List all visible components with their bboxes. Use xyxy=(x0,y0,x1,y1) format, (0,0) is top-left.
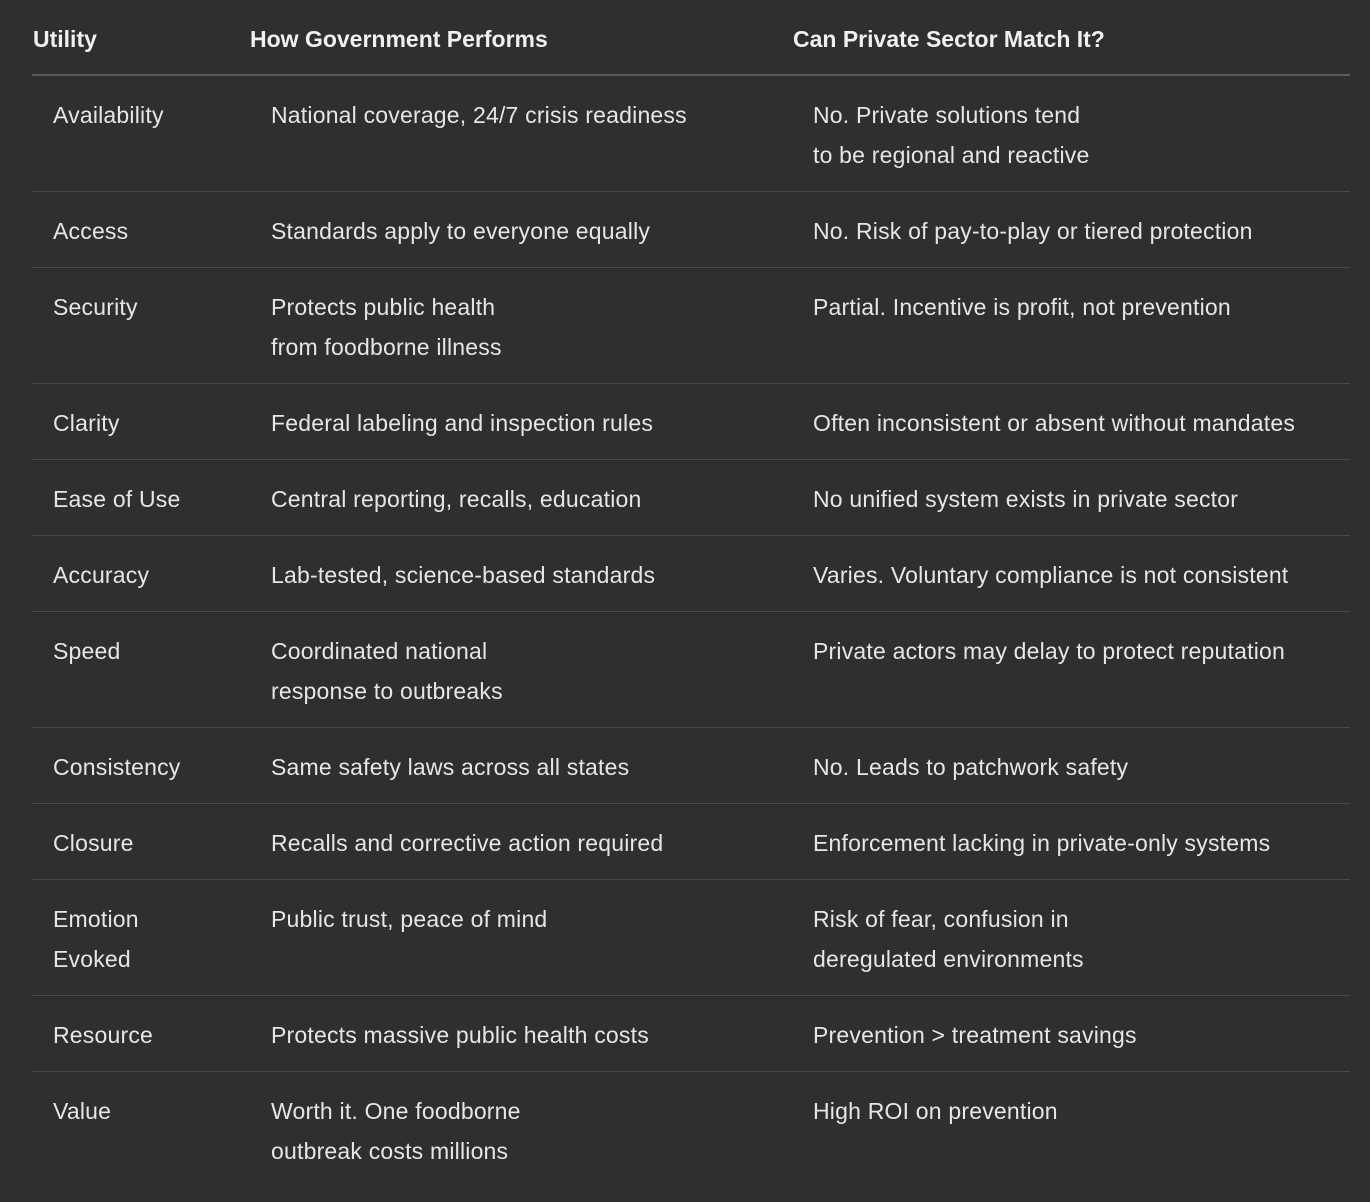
cell-private: No. Risk of pay-to-play or tiered protection xyxy=(813,218,1253,244)
cell-government: Protects massive public health costs xyxy=(271,1022,649,1048)
cell-private: Private actors may delay to protect reputation xyxy=(813,638,1285,664)
cell-government: Recalls and corrective action required xyxy=(271,830,664,856)
cell-government: Lab-tested, science-based standards xyxy=(271,562,656,588)
table-row xyxy=(32,268,1350,384)
header-government: How Government Performs xyxy=(250,26,548,52)
table-row xyxy=(32,804,1350,880)
cell-private: No. Private solutions tend to be regional and reactive xyxy=(813,102,1090,168)
cell-private: Enforcement lacking in private-only systems xyxy=(813,830,1271,856)
cell-government: Public trust, peace of mind xyxy=(271,906,548,932)
table-row xyxy=(32,612,1350,728)
cell-utility: Accuracy xyxy=(53,562,150,588)
cell-utility: Consistency xyxy=(53,754,181,780)
table-row xyxy=(32,460,1350,536)
cell-private: Varies. Voluntary compliance is not consistent xyxy=(813,562,1289,588)
cell-utility: Access xyxy=(53,218,129,244)
table-row xyxy=(32,880,1350,996)
cell-government: Worth it. One foodborne outbreak costs millions xyxy=(271,1098,521,1164)
table-row xyxy=(32,76,1350,192)
cell-government: Protects public health from foodborne illness xyxy=(271,294,502,360)
cell-private: Risk of fear, confusion in deregulated environments xyxy=(813,906,1084,972)
cell-utility: Resource xyxy=(53,1022,154,1048)
comparison-table xyxy=(32,0,1350,1188)
cell-private: Partial. Incentive is profit, not prevention xyxy=(813,294,1231,320)
table-row xyxy=(32,192,1350,268)
table-row xyxy=(32,728,1350,804)
table-row xyxy=(32,1072,1350,1188)
cell-utility: Ease of Use xyxy=(53,486,181,512)
cell-government: Standards apply to everyone equally xyxy=(271,218,651,244)
cell-utility: Value xyxy=(53,1098,112,1124)
table-row xyxy=(32,536,1350,612)
cell-utility: Emotion Evoked xyxy=(53,906,139,972)
table-header xyxy=(32,0,1350,76)
cell-utility: Security xyxy=(53,294,138,320)
cell-utility: Clarity xyxy=(53,410,120,436)
cell-utility: Availability xyxy=(53,102,164,128)
cell-private: High ROI on prevention xyxy=(813,1098,1058,1124)
header-private: Can Private Sector Match It? xyxy=(793,26,1105,52)
cell-private: Prevention > treatment savings xyxy=(813,1022,1137,1048)
cell-private: No unified system exists in private sector xyxy=(813,486,1239,512)
cell-utility: Speed xyxy=(53,638,121,664)
table-row xyxy=(32,384,1350,460)
header-utility: Utility xyxy=(33,26,97,52)
cell-utility: Closure xyxy=(53,830,134,856)
table-row xyxy=(32,996,1350,1072)
cell-private: No. Leads to patchwork safety xyxy=(813,754,1129,780)
cell-government: Central reporting, recalls, education xyxy=(271,486,642,512)
cell-government: National coverage, 24/7 crisis readiness xyxy=(271,102,687,128)
cell-government: Federal labeling and inspection rules xyxy=(271,410,654,436)
cell-government: Same safety laws across all states xyxy=(271,754,630,780)
cell-private: Often inconsistent or absent without mandates xyxy=(813,410,1296,436)
cell-government: Coordinated national response to outbreaks xyxy=(271,638,503,704)
